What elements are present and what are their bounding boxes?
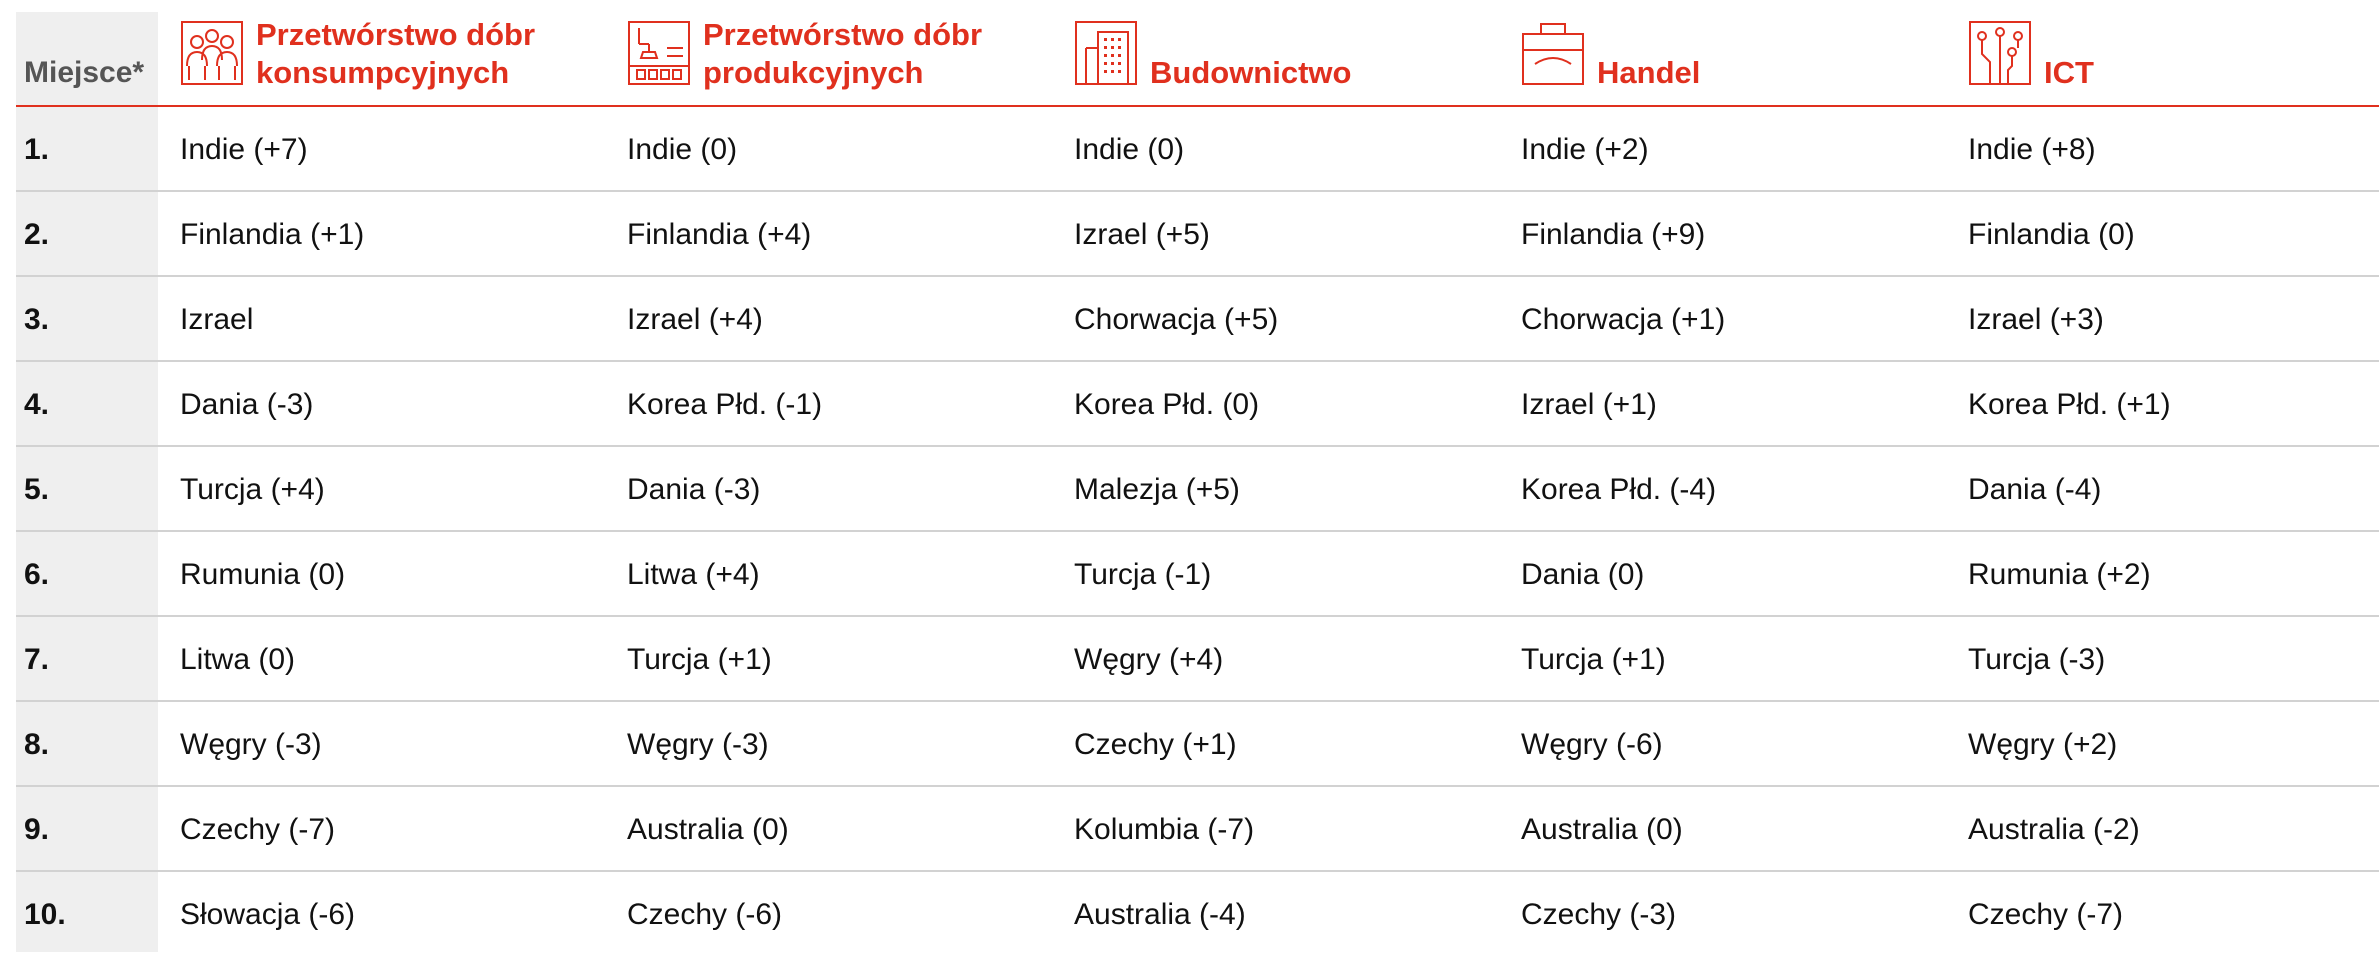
column-title-line2: konsumpcyjnych [256, 55, 510, 90]
table-row [16, 277, 2379, 362]
table-cell: Węgry (-3) [627, 728, 769, 761]
column-header-consumer-goods [180, 16, 600, 96]
table-row [16, 447, 2379, 532]
table-cell: Turcja (+1) [627, 643, 772, 676]
table-cell: Węgry (+4) [1074, 643, 1224, 676]
table-row [16, 532, 2379, 617]
column-header-production-goods [627, 16, 1047, 96]
people-icon [180, 20, 244, 86]
table-row [16, 787, 2379, 872]
table-cell: Finlandia (0) [1968, 218, 2135, 251]
rank-cell: 2. [24, 218, 50, 251]
table-cell: Finlandia (+1) [180, 218, 365, 251]
column-title-line1: Przetwórstwo dóbr [256, 17, 536, 52]
table-cell: Chorwacja (+1) [1521, 303, 1726, 336]
table-row [16, 702, 2379, 787]
table-cell: Malezja (+5) [1074, 473, 1240, 506]
building-icon [1074, 20, 1138, 86]
table-row [16, 192, 2379, 277]
shopping-bag-icon [1521, 20, 1585, 86]
table-cell: Turcja (-3) [1968, 643, 2106, 676]
column-header-ict [1968, 16, 2368, 96]
table-cell: Czechy (+1) [1074, 728, 1237, 761]
column-title: Handel [1597, 55, 1701, 90]
circuit-icon [1968, 20, 2032, 86]
table-cell: Czechy (-7) [180, 813, 336, 846]
rank-cell: 5. [24, 473, 50, 506]
rank-cell: 1. [24, 133, 50, 166]
rank-cell: 3. [24, 303, 50, 336]
table-row [16, 107, 2379, 192]
rank-cell: 7. [24, 643, 50, 676]
table-cell: Węgry (+2) [1968, 728, 2118, 761]
table-cell: Czechy (-3) [1521, 898, 1677, 931]
table-cell: Indie (0) [1074, 133, 1185, 166]
column-title-line2: produkcyjnych [703, 55, 924, 90]
column-header-construction [1074, 16, 1494, 96]
table-cell: Izrael (+5) [1074, 218, 1210, 251]
rank-cell: 9. [24, 813, 50, 846]
rank-cell: 6. [24, 558, 50, 591]
table-cell: Izrael [180, 303, 254, 336]
table-cell: Turcja (+1) [1521, 643, 1666, 676]
table-cell: Chorwacja (+5) [1074, 303, 1279, 336]
table-cell: Turcja (+4) [180, 473, 325, 506]
table-cell: Słowacja (-6) [180, 898, 356, 931]
table-cell: Rumunia (+2) [1968, 558, 2151, 591]
table-cell: Izrael (+4) [627, 303, 763, 336]
table-cell: Indie (+7) [180, 133, 308, 166]
table-cell: Izrael (+1) [1521, 388, 1657, 421]
table-row [16, 872, 2379, 957]
table-cell: Dania (-3) [180, 388, 314, 421]
table-cell: Korea Płd. (0) [1074, 388, 1260, 421]
table-cell: Korea Płd. (-4) [1521, 473, 1717, 506]
column-title-line1: Przetwórstwo dóbr [703, 17, 983, 52]
table-row [16, 362, 2379, 447]
table-cell: Dania (-4) [1968, 473, 2102, 506]
rank-cell: 10. [24, 898, 66, 931]
table-cell: Litwa (0) [180, 643, 296, 676]
table-cell: Czechy (-7) [1968, 898, 2124, 931]
column-header-trade [1521, 16, 1941, 96]
table-cell: Australia (-4) [1074, 898, 1246, 931]
table-header [0, 0, 2379, 106]
table-cell: Australia (0) [627, 813, 789, 846]
rank-column-header: Miejsce* [24, 56, 145, 89]
table-cell: Węgry (-6) [1521, 728, 1663, 761]
rank-cell: 8. [24, 728, 50, 761]
table-cell: Izrael (+3) [1968, 303, 2104, 336]
table-cell: Litwa (+4) [627, 558, 760, 591]
table-cell: Indie (+8) [1968, 133, 2096, 166]
table-cell: Indie (0) [627, 133, 738, 166]
table-cell: Dania (-3) [627, 473, 761, 506]
table-cell: Węgry (-3) [180, 728, 322, 761]
table-cell: Korea Płd. (+1) [1968, 388, 2171, 421]
table-cell: Rumunia (0) [180, 558, 346, 591]
table-cell: Finlandia (+4) [627, 218, 812, 251]
table-cell: Kolumbia (-7) [1074, 813, 1255, 846]
column-title: ICT [2044, 55, 2094, 90]
table-row [16, 617, 2379, 702]
table-cell: Australia (-2) [1968, 813, 2140, 846]
factory-icon [627, 20, 691, 86]
column-title: Budownictwo [1150, 55, 1352, 90]
table-cell: Finlandia (+9) [1521, 218, 1706, 251]
table-cell: Dania (0) [1521, 558, 1645, 591]
rank-cell: 4. [24, 388, 50, 421]
table-cell: Korea Płd. (-1) [627, 388, 823, 421]
table-cell: Czechy (-6) [627, 898, 783, 931]
table-cell: Turcja (-1) [1074, 558, 1212, 591]
table-cell: Australia (0) [1521, 813, 1683, 846]
table-cell: Indie (+2) [1521, 133, 1649, 166]
